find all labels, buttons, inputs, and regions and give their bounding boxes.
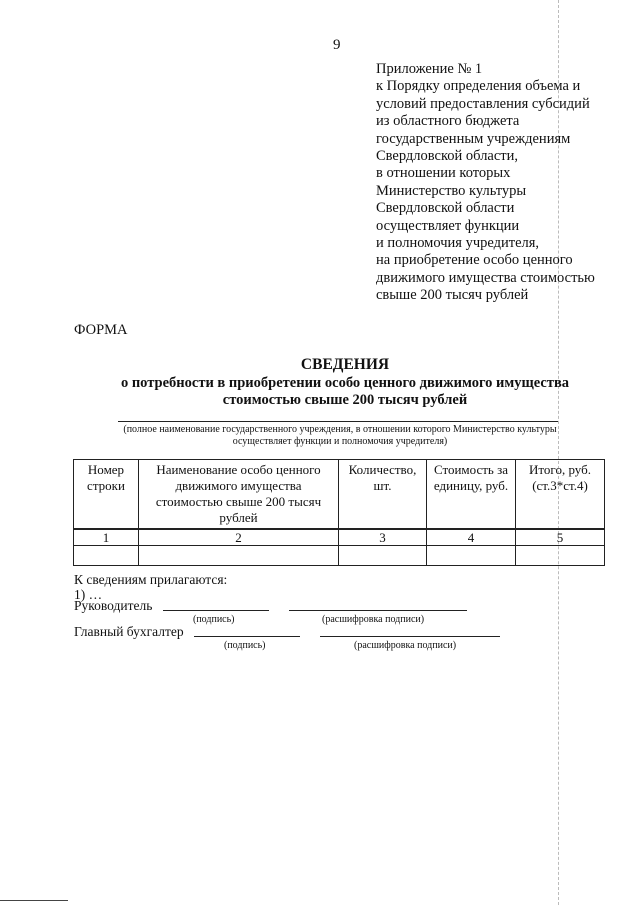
header-cell: Номер строки	[74, 460, 139, 530]
table-cell[interactable]	[516, 546, 605, 566]
table-cell[interactable]	[74, 546, 139, 566]
head-signature-line[interactable]	[163, 610, 269, 611]
accountant-signature-line[interactable]	[194, 636, 300, 637]
appendix-line: на приобретение особо ценного	[376, 252, 573, 269]
institution-hint-line: осуществляет функции и полномочия учредителя)	[232, 436, 448, 447]
document-subtitle: о потребности в приобретении особо ценного движимого имущества	[120, 375, 570, 391]
accountant-decoding-line[interactable]	[320, 636, 500, 637]
table-cell[interactable]	[427, 546, 516, 566]
appendix-line: государственным учреждениям	[376, 130, 571, 147]
column-number-row	[74, 529, 605, 546]
column-number-cell: 3	[339, 529, 427, 546]
header-cell: Наименование особо ценного движимого имущества стоимостью свыше 200 тысяч рублей	[139, 460, 339, 530]
appendix-line: свыше 200 тысяч рублей	[376, 287, 529, 304]
column-number-cell: 4	[427, 529, 516, 546]
document-subtitle: стоимостью свыше 200 тысяч рублей	[222, 392, 468, 408]
institution-name-line	[118, 421, 558, 422]
appendix-line: и полномочия учредителя,	[376, 235, 540, 252]
accountant-signature-label: Главный бухгалтер	[74, 624, 184, 639]
signature-hint: (подпись)	[193, 614, 235, 625]
institution-hint-line: (полное наименование государственного учреждения, в отношении которого Министерство культуры	[123, 424, 557, 435]
appendix-line: Министерство культуры	[376, 182, 527, 199]
institution-name-hint	[100, 424, 580, 448]
appendix-line: условий предоставления субсидий	[376, 95, 590, 112]
column-number-cell: 2	[139, 529, 339, 546]
page-bottom-mark	[0, 900, 68, 901]
column-number-cell: 1	[74, 529, 139, 546]
appendix-line: Свердловской области,	[376, 148, 519, 165]
form-label: ФОРМА	[74, 322, 128, 338]
appendix-line: движимого имущества стоимостью	[376, 269, 595, 286]
table-cell[interactable]	[139, 546, 339, 566]
table-cell[interactable]	[339, 546, 427, 566]
table-row	[74, 546, 605, 566]
table-header-row	[74, 460, 605, 530]
header-cell: Стоимость за единицу, руб.	[427, 460, 516, 530]
document-title: СВЕДЕНИЯ	[300, 356, 390, 373]
appendix-line: к Порядку определения объема и	[376, 78, 581, 95]
appendix-line: из областного бюджета	[376, 113, 520, 130]
head-decoding-line[interactable]	[289, 610, 467, 611]
appendix-line: в отношении которых	[376, 165, 511, 182]
signature-hint: (подпись)	[224, 640, 266, 651]
header-cell: Количество, шт.	[339, 460, 427, 530]
column-number-cell: 5	[516, 529, 605, 546]
appendix-block	[376, 61, 626, 305]
header-cell: Итого, руб. (ст.3*ст.4)	[516, 460, 605, 530]
attachment-item: 1) …	[74, 587, 103, 602]
attachments-label: К сведениям прилагаются:	[74, 572, 228, 587]
appendix-line: Свердловской области	[376, 200, 515, 217]
appendix-line: осуществляет функции	[376, 217, 520, 234]
decoding-hint: (расшифровка подписи)	[354, 640, 457, 651]
page-number: 9	[333, 37, 341, 53]
decoding-hint: (расшифровка подписи)	[322, 614, 425, 625]
appendix-line: Приложение № 1	[376, 61, 483, 77]
requirements-table	[73, 459, 605, 566]
head-signature-label: Руководитель	[74, 598, 153, 613]
